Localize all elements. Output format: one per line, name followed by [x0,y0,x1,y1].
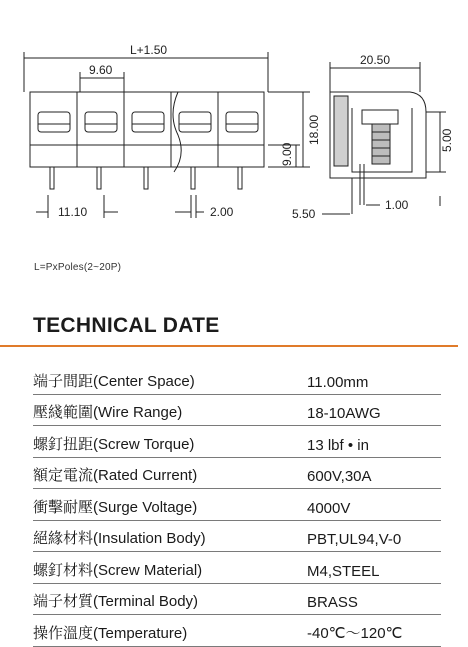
spec-value: 4000V [307,489,441,521]
dim-side-width: 20.50 [360,53,391,67]
dim-pin-pitch: 11.10 [58,205,88,219]
table-row [33,363,441,394]
table-row [33,615,441,647]
technical-drawing [0,0,468,250]
spec-value: 13 lbf • in [307,426,441,458]
dim-pin-width: 2.00 [210,205,234,219]
table-row [33,457,441,489]
dim-height-total: 18.00 [307,114,321,145]
dim-height-lower: 9.00 [280,142,294,166]
spec-value: 11.00mm [307,363,441,394]
dim-total-length: L+1.50 [130,43,168,57]
spec-value: 18-10AWG [307,394,441,426]
table-row [33,552,441,584]
spec-label: 絕緣材料(Insulation Body) [33,520,307,552]
table-row [33,489,441,521]
section-divider [0,345,458,347]
table-row [33,583,441,615]
poles-formula: L=PxPoles(2~20P) [34,262,122,273]
dim-side-height: 5.00 [440,128,454,152]
dim-side-offset: 5.50 [292,207,316,221]
spec-label: 螺釘扭距(Screw Torque) [33,426,307,458]
spec-label: 壓綫範圍(Wire Range) [33,394,307,426]
spec-label: 額定電流(Rated Current) [33,457,307,489]
section-title: TECHNICAL DATE [33,314,220,337]
spec-value: 600V,30A [307,457,441,489]
spec-label: 端子材質(Terminal Body) [33,583,307,615]
spec-label: 端子間距(Center Space) [33,363,307,394]
technical-spec-table [33,363,441,647]
dim-pitch-top: 9.60 [89,63,113,77]
spec-value: -40℃～120℃ [307,615,441,647]
spec-value: M4,STEEL [307,552,441,584]
spec-value: BRASS [307,583,441,615]
table-row [33,520,441,552]
spec-label: 螺釘材料(Screw Material) [33,552,307,584]
table-row [33,426,441,458]
dim-side-pin: 1.00 [385,198,409,212]
spec-label: 衝擊耐壓(Surge Voltage) [33,489,307,521]
table-row [33,394,441,426]
spec-label: 操作溫度(Temperature) [33,615,307,647]
spec-value: PBT,UL94,V-0 [307,520,441,552]
